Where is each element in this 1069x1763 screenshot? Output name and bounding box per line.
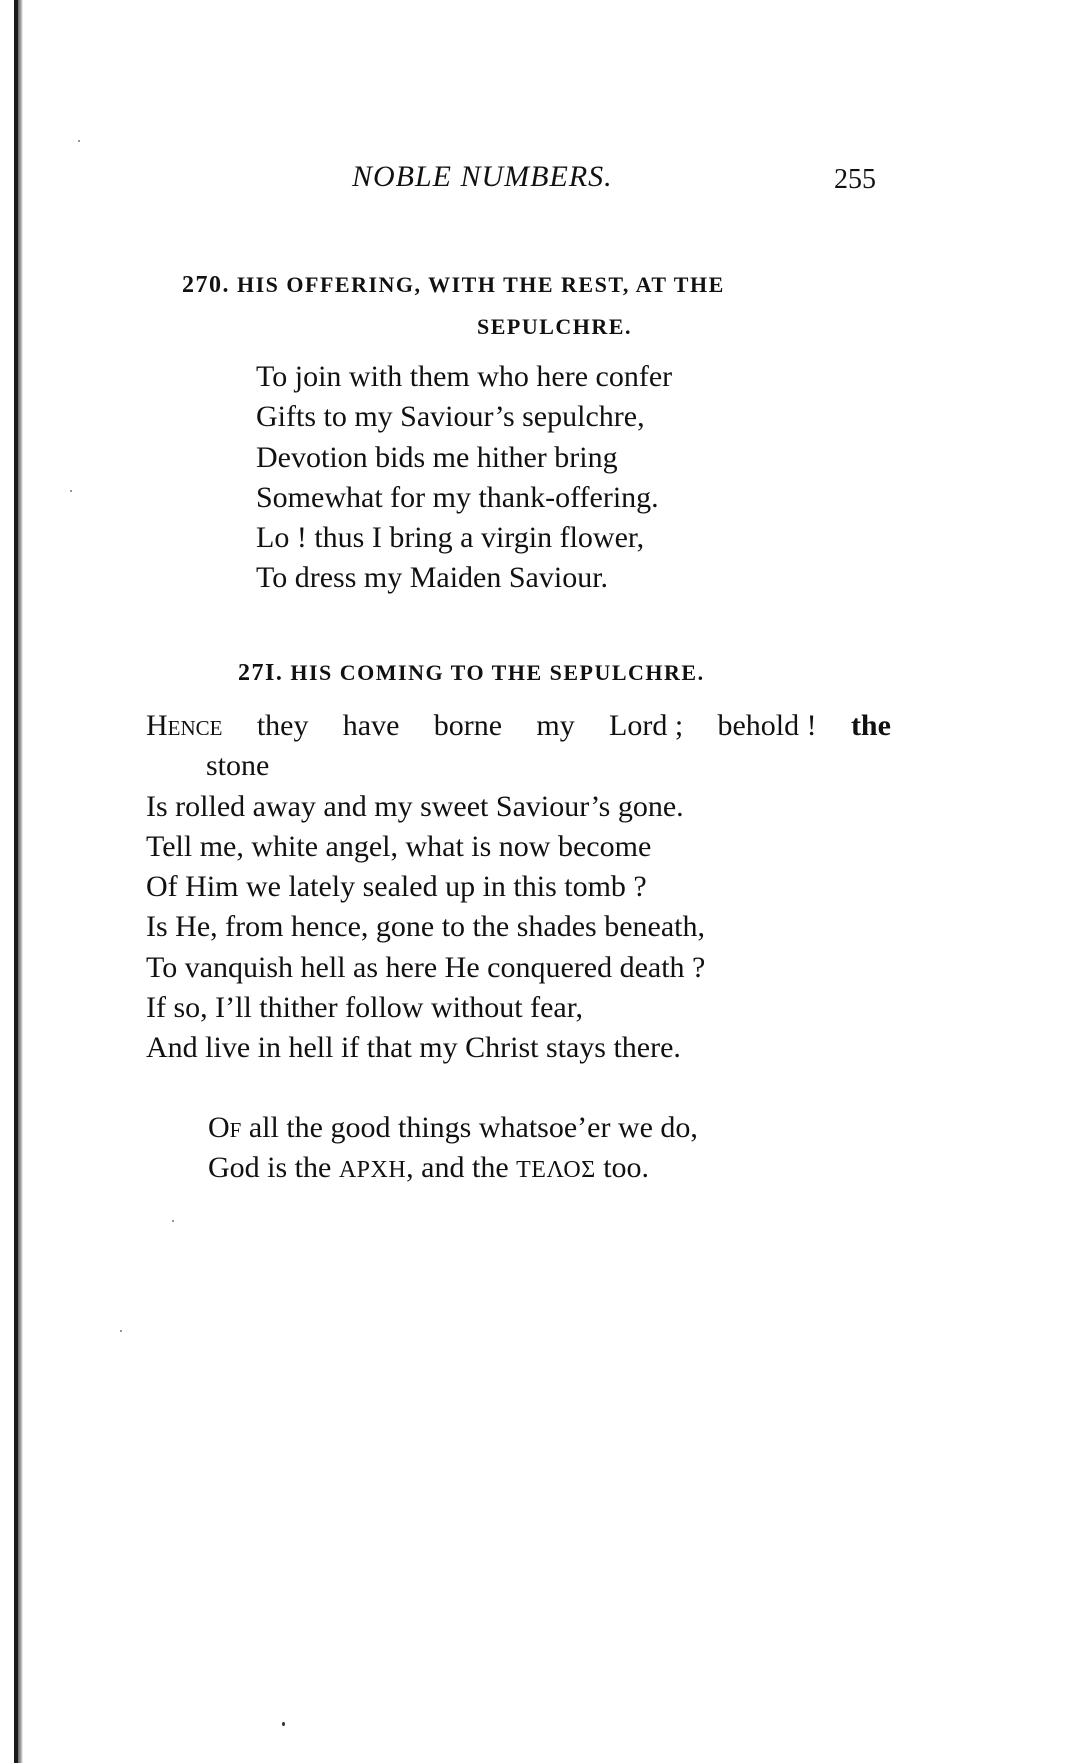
verse-line (208, 1148, 698, 1190)
verse-word: Lord ; (609, 709, 684, 742)
verse-line: Tell me, white angel, what is now become (146, 829, 652, 863)
verse-line: Is rolled away and my sweet Saviour’s gone. (146, 789, 684, 823)
verse-line: Lo ! thus I bring a virgin flower, (256, 521, 645, 555)
verse-text: too. (595, 1151, 650, 1185)
initial-word: Hence (146, 709, 223, 742)
poem-270-number: 270. (182, 272, 230, 298)
paper-speck (70, 490, 72, 492)
verse-text: all the good things whatsoe’er we do, (241, 1111, 698, 1144)
verse-word: behold ! (717, 709, 817, 742)
poem-272-verse (208, 1108, 698, 1191)
poem-271-number: 27I. (238, 660, 284, 686)
verse-line: To vanquish hell as here He conquered death ? (146, 950, 706, 984)
poem-270-heading-line2: SEPULCHRE. (477, 314, 632, 339)
verse-line: If so, I’ll thither follow without fear, (146, 991, 584, 1025)
verse-text: , and the (406, 1151, 517, 1185)
initial-word: Of (208, 1111, 242, 1144)
verse-line: Somewhat for my thank-offering. (256, 480, 659, 514)
verse-line (208, 1108, 698, 1148)
poem-270-heading-line1: HIS OFFERING, WITH THE REST, AT THE (237, 272, 725, 297)
poem-271-heading-text: HIS COMING TO THE SEPULCHRE. (290, 660, 705, 685)
verse-line: Devotion bids me hither bring (256, 440, 618, 474)
poem-271-heading (238, 660, 705, 687)
verse-line: To dress my Maiden Saviour. (256, 561, 609, 595)
paper-speck (282, 1722, 285, 1726)
running-head (0, 160, 1069, 200)
verse-text: God is the (208, 1151, 339, 1185)
verse-word: have (342, 709, 400, 742)
paper-speck (120, 1330, 122, 1332)
poem-270-verse (256, 357, 672, 599)
verse-word: borne (433, 709, 503, 742)
poem-271-verse (146, 706, 906, 1069)
page-number: 255 (834, 164, 876, 195)
greek-word-telos: ΤΕΛΟΣ (516, 1157, 596, 1184)
greek-word-arche: ΑΡΧΗ (338, 1157, 407, 1184)
verse-line: To join with them who here confer (256, 360, 673, 393)
verse-line: Of Him we lately sealed up in this tomb ? (146, 870, 647, 904)
running-title: NOBLE NUMBERS. (352, 160, 613, 193)
verse-word: my (536, 709, 575, 742)
poem-270-heading (182, 272, 725, 299)
paper-speck (78, 140, 80, 142)
verse-word: the (850, 709, 891, 742)
verse-line: Gifts to my Saviour’s sepulchre, (256, 400, 645, 434)
verse-line: Is He, from hence, gone to the shades beneath, (146, 910, 705, 944)
verse-line: And live in hell if that my Christ stays there. (146, 1031, 681, 1065)
paper-speck (172, 1220, 174, 1222)
verse-line-runover: stone (206, 749, 270, 783)
binding-edge-shadow (15, 0, 18, 1763)
verse-line-first (146, 706, 891, 746)
verse-word: they (256, 709, 309, 742)
